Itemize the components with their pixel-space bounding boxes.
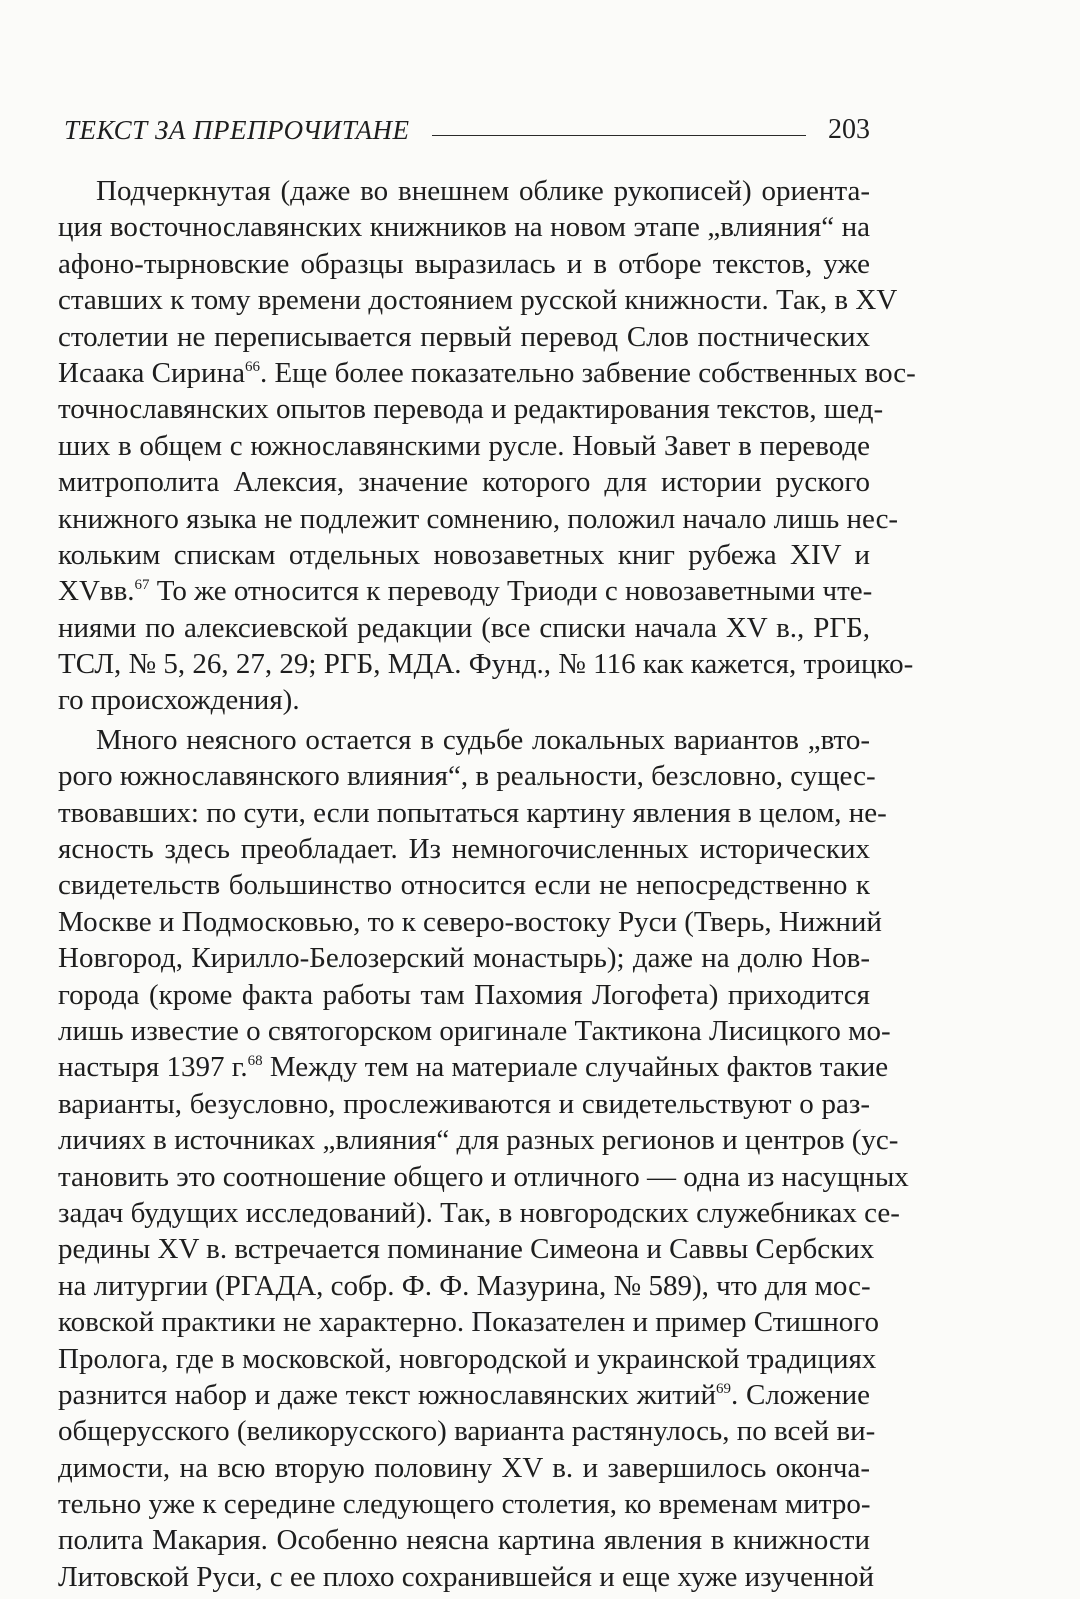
text-line bbox=[58, 795, 887, 831]
page-number: 203 bbox=[828, 114, 870, 145]
line-text: Исаака Сирина bbox=[58, 356, 245, 389]
text-line bbox=[58, 977, 870, 1013]
text-line bbox=[58, 904, 882, 940]
line-text: Новгород, Кирилло-Белозерский монастырь); даже на долю Нов- bbox=[58, 942, 870, 975]
text-line bbox=[58, 391, 884, 427]
running-title: ТЕКСТ ЗА ПРЕПРОЧИТАНЕ bbox=[64, 114, 410, 145]
text-line bbox=[58, 1231, 875, 1267]
line-text: лишь известие о святогорском оригинале Тактикона Лисицкого мо- bbox=[58, 1014, 891, 1047]
text-line bbox=[58, 1450, 870, 1486]
line-text: свидетельств большинство относится если не непосредственно к bbox=[58, 869, 870, 902]
text-line bbox=[58, 1268, 870, 1304]
text-line bbox=[58, 831, 870, 867]
text-line bbox=[58, 1341, 877, 1377]
line-text: города (кроме факта работы там Пахомия Логофета) приходится bbox=[58, 978, 870, 1011]
text-line bbox=[58, 464, 870, 500]
text-line bbox=[58, 940, 870, 976]
text-line bbox=[58, 282, 898, 318]
text-line bbox=[58, 319, 870, 355]
line-text: тельно уже к середине следующего столетия, ко временам митро- bbox=[58, 1488, 871, 1521]
line-text: твовавших: по сути, если попытаться картину явления в целом, не- bbox=[58, 796, 887, 829]
line-text: Литовской Руси, с ее плохо сохранившейся и еще хуже изученной bbox=[58, 1560, 875, 1593]
line-text: ясность здесь преобладает. Из немногочисленных исторических bbox=[58, 833, 870, 866]
text-line bbox=[58, 1159, 909, 1195]
line-text: ция восточнославянских книжников на новом этапе „влияния“ на bbox=[58, 211, 870, 244]
line-text: общерусского (великорусского) варианта растянулось, по всей ви- bbox=[58, 1415, 876, 1448]
paragraph bbox=[58, 722, 909, 1595]
line-text: Много неясного остается в судьбе локальных вариантов „вто- bbox=[96, 723, 870, 756]
text-line bbox=[58, 646, 914, 682]
line-text: ковской практики не характерно. Показателен и пример Стишного bbox=[58, 1306, 879, 1339]
line-text: настыря 1397 г. bbox=[58, 1051, 248, 1084]
text-line bbox=[58, 355, 916, 391]
text-line bbox=[58, 1413, 876, 1449]
body-text bbox=[58, 173, 916, 1595]
text-line bbox=[58, 867, 870, 903]
line-text: То же относится к переводу Триоди с новозаветными чте- bbox=[149, 575, 873, 608]
text-line bbox=[58, 758, 876, 794]
text-line bbox=[58, 537, 870, 573]
header-rule bbox=[432, 135, 806, 136]
line-text: личиях в источниках „влияния“ для разных регионов и центров (ус- bbox=[58, 1124, 899, 1157]
text-line bbox=[58, 428, 870, 464]
footnote-ref: 67 bbox=[134, 577, 150, 594]
line-text: Подчеркнутая (даже во внешнем облике рукописей) ориента- bbox=[96, 175, 870, 207]
line-text: . Сложение bbox=[731, 1378, 871, 1411]
line-text: кольким спискам отдельных новозаветных книг рубежа XIV и bbox=[58, 538, 870, 571]
text-line bbox=[58, 1559, 875, 1595]
line-text: рого южнославянского влияния“, в реальности, безсловно, сущес- bbox=[58, 760, 876, 793]
text-line bbox=[58, 209, 870, 245]
line-text: столетии не переписывается первый перевод Слов постнических bbox=[58, 320, 870, 353]
line-text: афоно-тырновские образцы выразилась и в отборе текстов, уже bbox=[58, 247, 870, 280]
text-line bbox=[58, 1486, 870, 1522]
line-text: . Еще более показательно забвение собственных вос- bbox=[259, 356, 916, 389]
text-line bbox=[58, 1304, 879, 1340]
text-line bbox=[58, 610, 870, 646]
text-line bbox=[58, 1086, 870, 1122]
line-text: задач будущих исследований). Так, в новгородских служебниках се- bbox=[58, 1196, 900, 1229]
line-text: варианты, безусловно, прослеживаются и свидетельствуют о раз- bbox=[58, 1087, 870, 1120]
footnote-ref: 69 bbox=[716, 1380, 732, 1397]
line-text: XVвв. bbox=[58, 575, 135, 608]
text-line bbox=[58, 501, 899, 537]
line-text: разнится набор и даже текст южнославянских житий bbox=[58, 1378, 717, 1411]
text-line bbox=[58, 682, 870, 718]
text-line bbox=[58, 1013, 891, 1049]
line-text: ТСЛ, № 5, 26, 27, 29; РГБ, МДА. Фунд., № 116 как кажется, троицко- bbox=[58, 648, 914, 681]
line-text: Москве и Подмосковью, то к северо-востоку Руси (Тверь, Нижний bbox=[58, 905, 882, 938]
line-text: митрополита Алексия, значение которого для истории руского bbox=[58, 466, 870, 499]
text-line bbox=[58, 1377, 870, 1413]
line-text: го происхождения). bbox=[58, 684, 300, 717]
line-text: точнославянских опытов перевода и редактирования текстов, шед- bbox=[58, 393, 884, 426]
footnote-ref: 66 bbox=[244, 358, 260, 375]
line-text: тановить это соотношение общего и отличного — одна из насущных bbox=[58, 1160, 909, 1193]
line-text: Пролога, где в московской, новгородской и украинской традициях bbox=[58, 1342, 877, 1375]
paragraph bbox=[58, 173, 916, 719]
line-text: Между тем на материале случайных фактов такие bbox=[262, 1051, 889, 1084]
text-line bbox=[58, 1049, 889, 1085]
running-head bbox=[64, 112, 870, 148]
text-line bbox=[58, 246, 870, 282]
text-line bbox=[58, 173, 870, 209]
line-text: димости, на всю вторую половину XV в. и завершилось оконча- bbox=[58, 1451, 870, 1484]
text-line bbox=[58, 1522, 870, 1558]
line-text: книжного языка не подлежит сомнению, положил начало лишь нес- bbox=[58, 502, 899, 535]
line-text: ставших к тому времени достоянием русской книжности. Так, в XV bbox=[58, 284, 898, 317]
line-text: редины XV в. встречается поминание Симеона и Саввы Сербских bbox=[58, 1233, 875, 1266]
line-text: на литургии (РГАДА, собр. Ф. Ф. Мазурина, № 589), что для мос- bbox=[58, 1269, 871, 1302]
line-text: полита Макария. Особенно неясна картина явления в книжности bbox=[58, 1524, 870, 1557]
text-line bbox=[58, 573, 873, 609]
line-text: ших в общем с южнославянскими русле. Новый Завет в переводе bbox=[58, 429, 870, 462]
text-line bbox=[58, 1195, 900, 1231]
line-text: ниями по алексиевской редакции (все списки начала XV в., РГБ, bbox=[58, 611, 870, 644]
text-line bbox=[58, 1122, 899, 1158]
text-line bbox=[58, 722, 870, 758]
footnote-ref: 68 bbox=[247, 1053, 263, 1070]
